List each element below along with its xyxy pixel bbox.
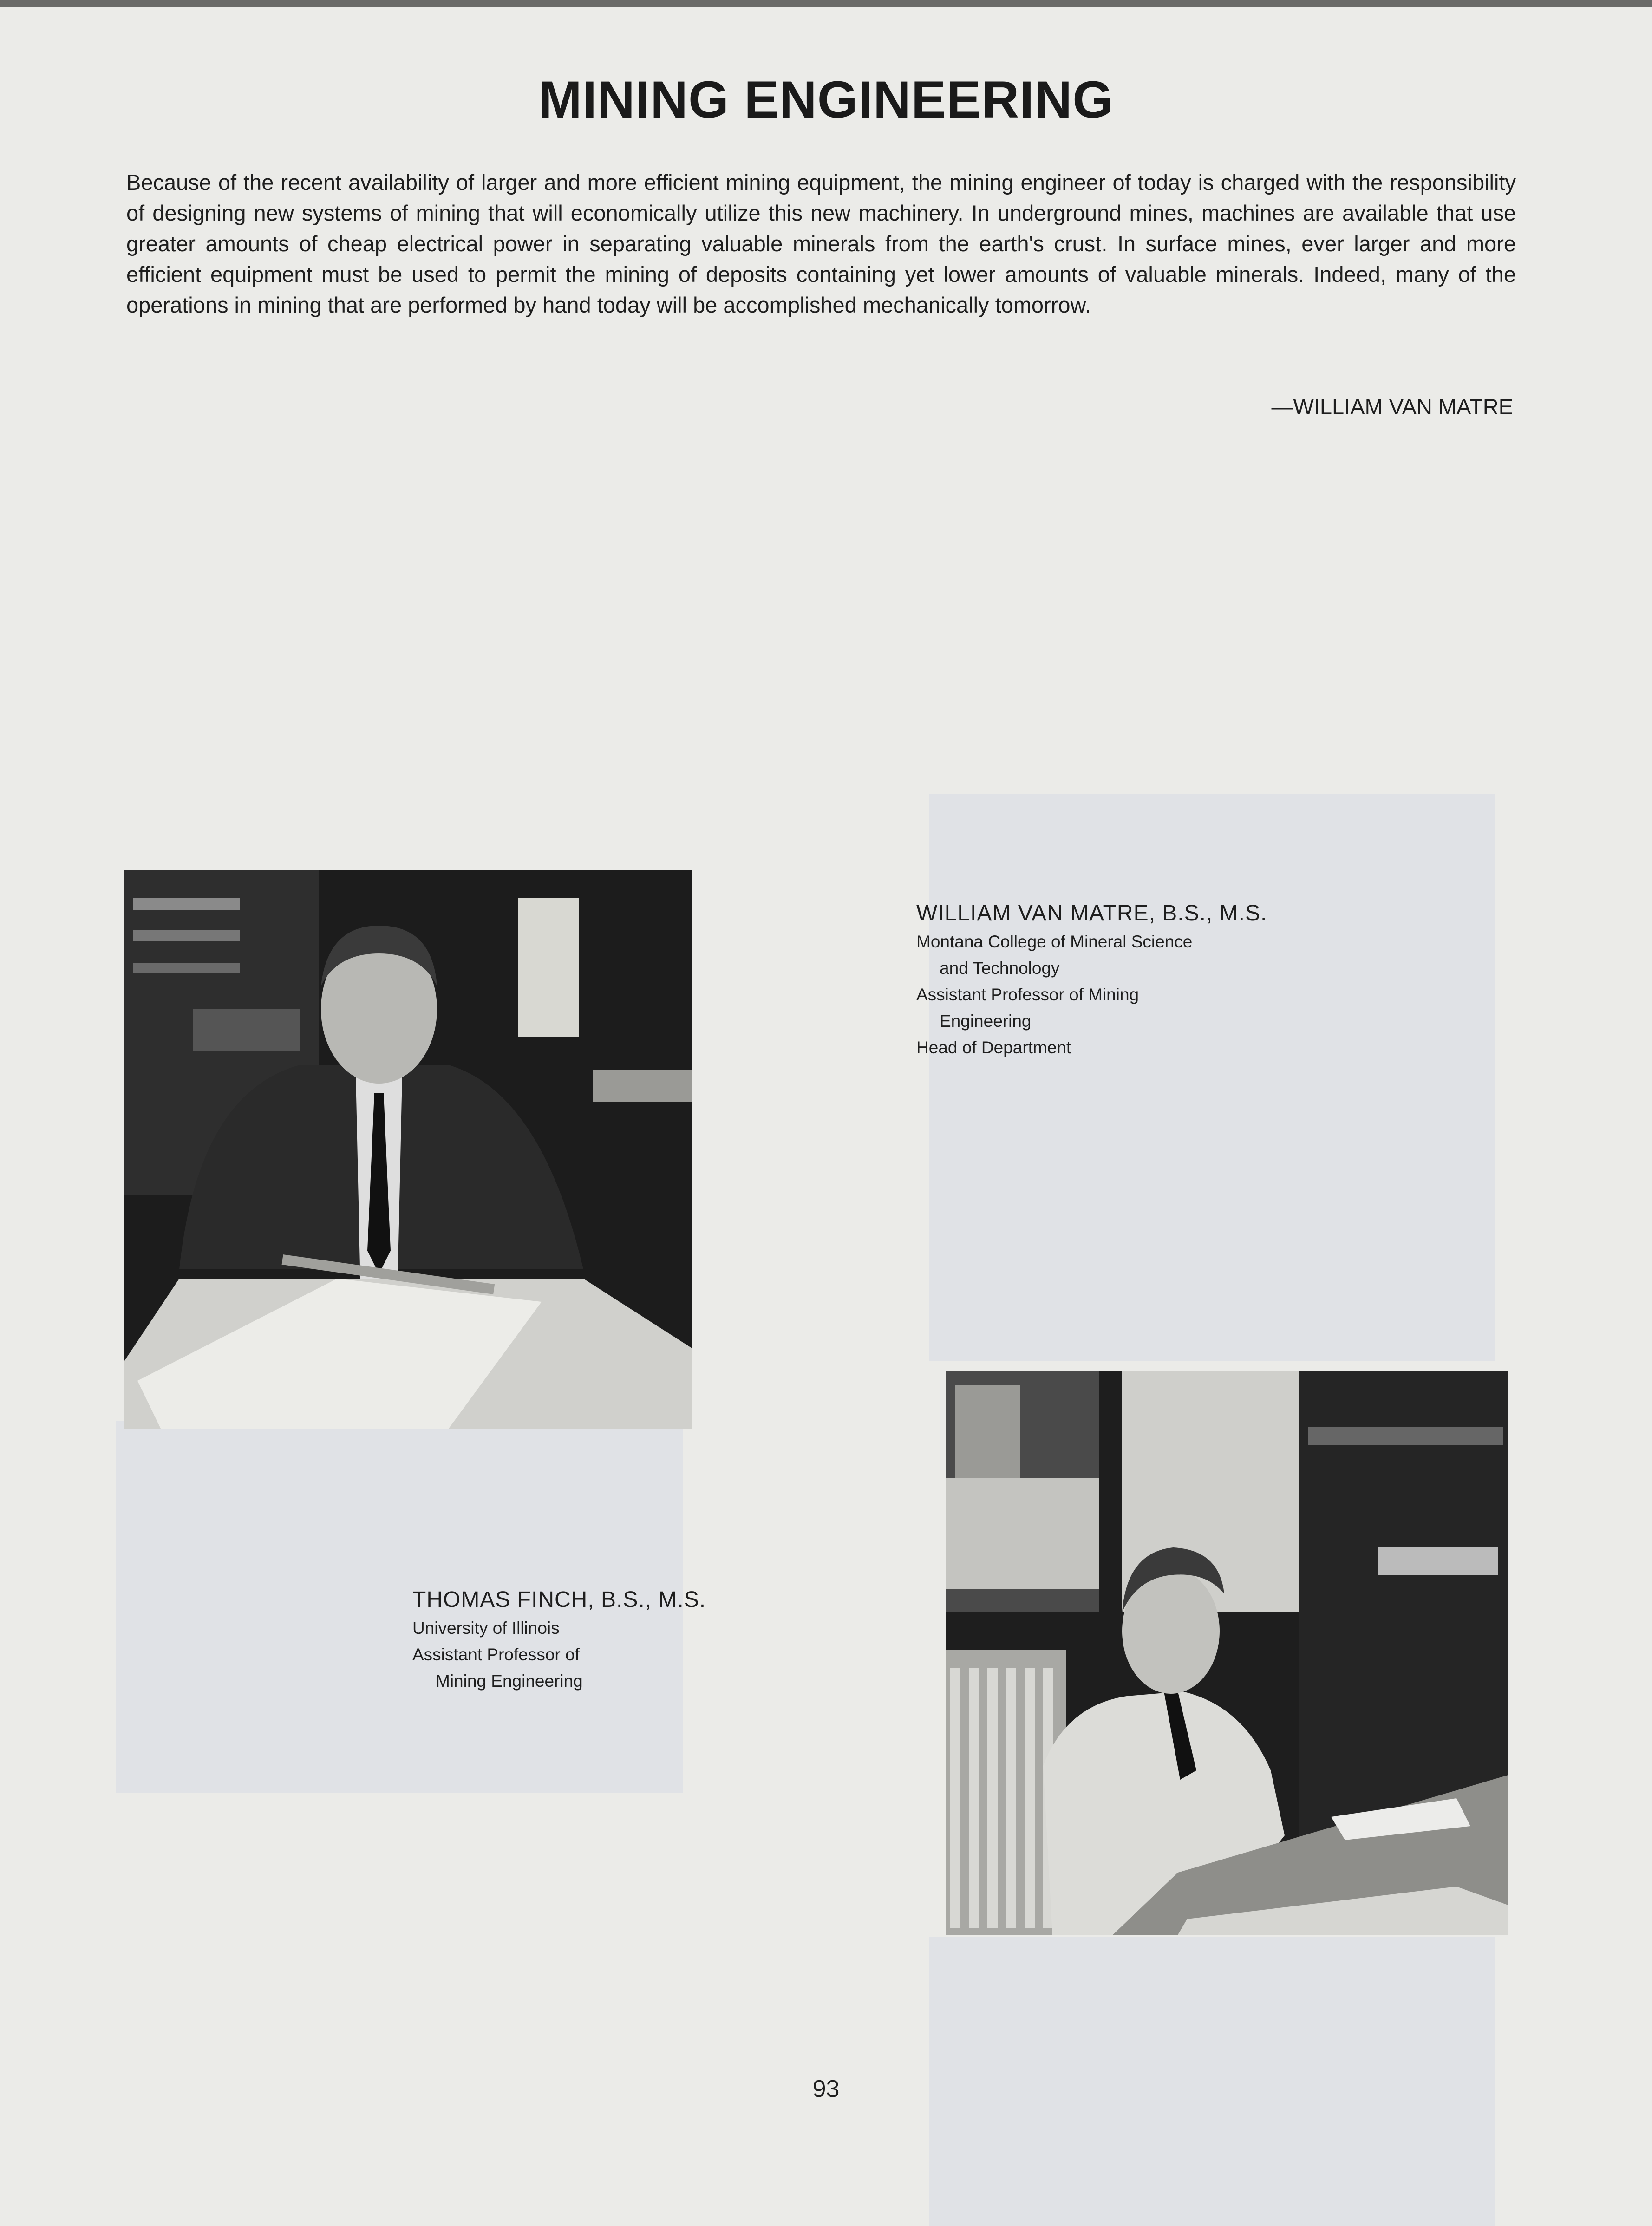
faculty-detail: University of Illinois — [412, 1619, 560, 1638]
faculty-detail: Assistant Professor of — [412, 1645, 580, 1664]
faculty-photo-shirt — [946, 1371, 1508, 1935]
faculty-detail: Mining Engineering — [436, 1671, 583, 1691]
caption-finch — [412, 1585, 738, 1694]
faculty-detail: and Technology — [940, 959, 1060, 978]
faculty-name: WILLIAM VAN MATRE, B.S., M.S. — [916, 901, 1267, 926]
page-top-edge — [0, 0, 1652, 7]
page-title: MINING ENGINEERING — [538, 71, 1114, 129]
bleed-through-panel — [929, 794, 1495, 1361]
faculty-name: THOMAS FINCH, B.S., M.S. — [412, 1587, 706, 1612]
faculty-photo-suit — [124, 870, 692, 1429]
quote-attribution: —WILLIAM VAN MATRE — [1271, 394, 1513, 419]
faculty-detail: Assistant Professor of Mining — [916, 985, 1139, 1004]
page-number: 93 — [812, 2076, 840, 2102]
faculty-detail: Montana College of Mineral Science — [916, 932, 1193, 951]
caption-van-matre — [916, 899, 1334, 1061]
faculty-detail: Head of Department — [916, 1038, 1071, 1057]
faculty-detail: Engineering — [940, 1012, 1032, 1031]
intro-paragraph: Because of the recent availability of larger and more efficient mining equipment, the mining engineer of today is charged with the responsibility of designing new systems of mining that will economically utilize this new machinery. In underground mines, machines are available that use greater amounts of cheap electrical power in separating valuable minerals from the earth's crust. In surface mines, ever larger and more efficient equipment must be used to permit the mining of deposits containing yet lower amounts of valuable minerals. Indeed, many of the operations in mining that are performed by hand today will be accomplished mechanically tomorrow. — [126, 170, 1516, 317]
